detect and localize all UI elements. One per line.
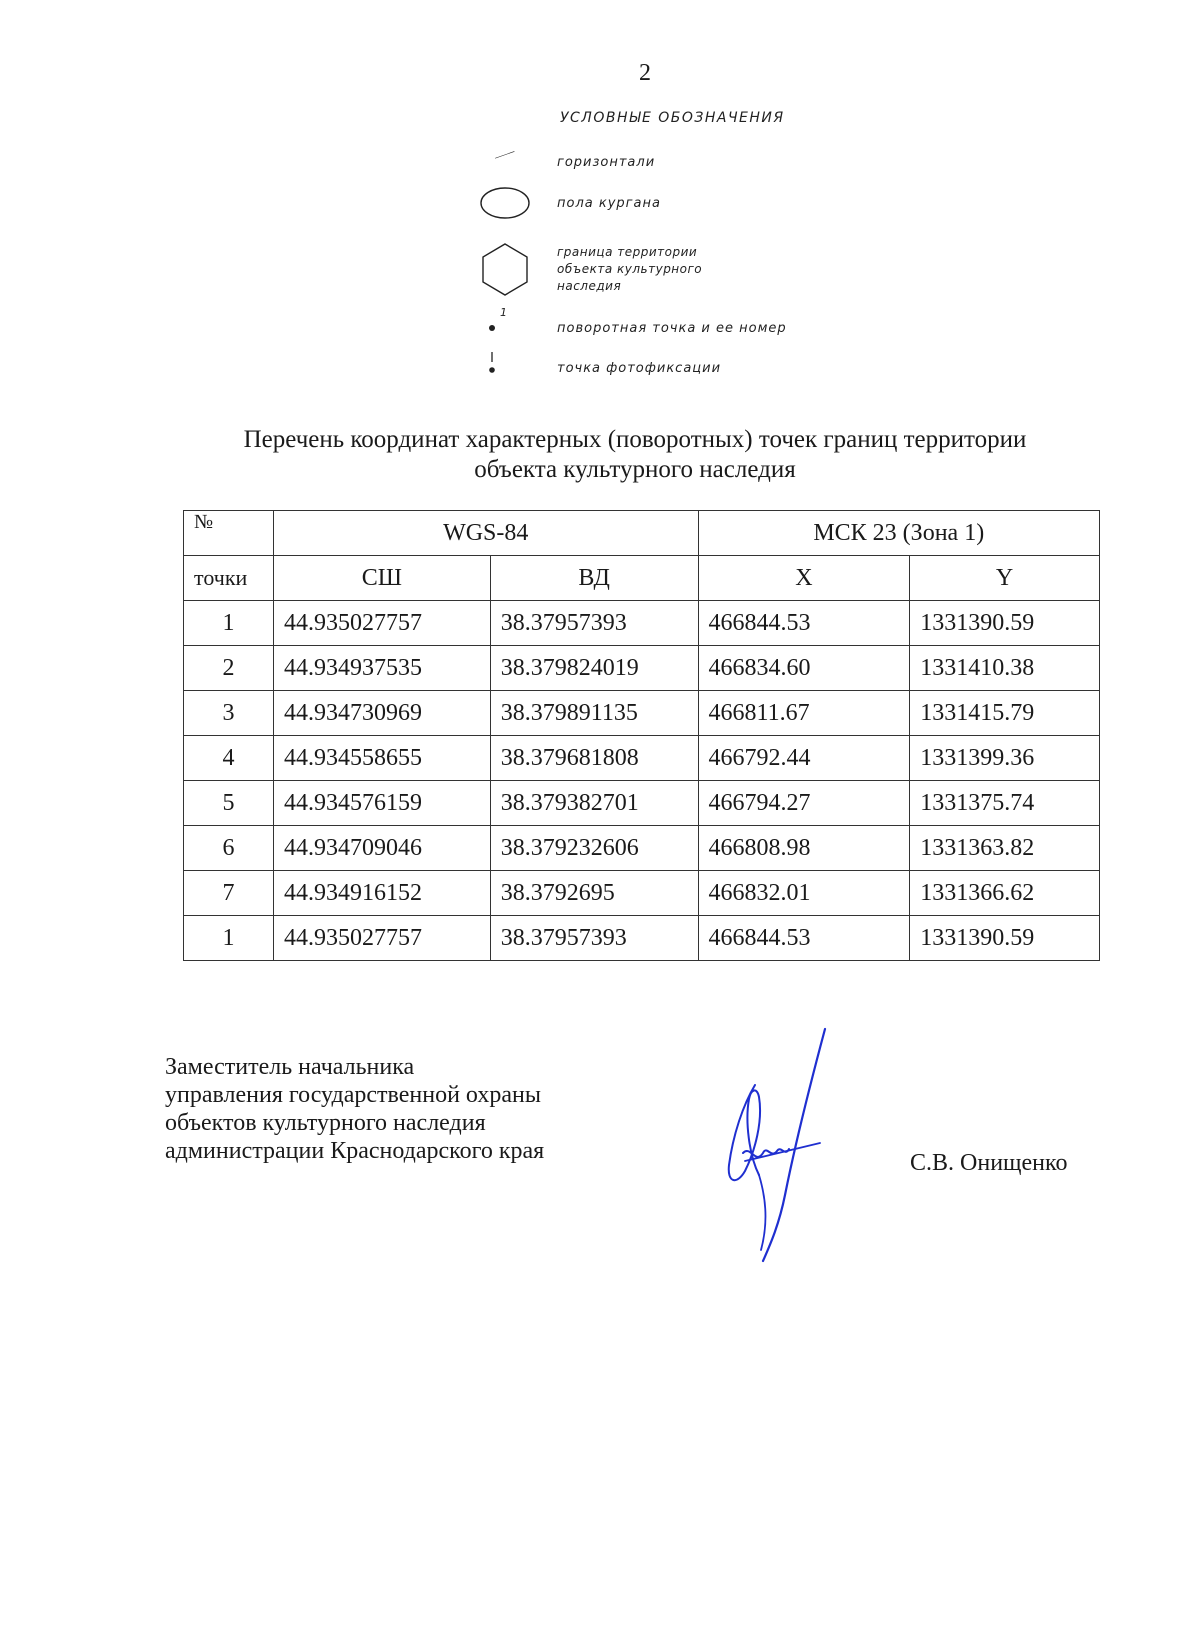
y-cell: 1331399.36 [910, 736, 1100, 781]
legend-item-contours [470, 148, 890, 178]
x-cell: 466792.44 [698, 736, 910, 781]
point-number: 5 [184, 781, 274, 826]
legend-point-number: 1 [500, 306, 507, 319]
header-number: № [184, 511, 274, 556]
x-cell: 466808.98 [698, 826, 910, 871]
table-row [184, 871, 1100, 916]
table-caption: Перечень координат характерных (поворотных) точек границ территории объекта культурного наследия [243, 426, 1027, 483]
table-row [184, 601, 1100, 646]
y-cell: 1331410.38 [910, 646, 1100, 691]
x-cell: 466811.67 [698, 691, 910, 736]
mound-ellipse-icon [470, 183, 540, 228]
legend [470, 108, 890, 398]
contour-line-icon [470, 148, 540, 178]
legend-item-turning-point [470, 306, 890, 346]
handwritten-signature [715, 1025, 845, 1265]
table-row [184, 646, 1100, 691]
x-cell: 466794.27 [698, 781, 910, 826]
legend-item-mound [470, 183, 890, 228]
header-longitude: ВД [490, 556, 698, 601]
y-cell: 1331390.59 [910, 916, 1100, 961]
header-y: Y [910, 556, 1100, 601]
point-number: 1 [184, 916, 274, 961]
table-row [184, 826, 1100, 871]
header-x: X [698, 556, 910, 601]
header-points: точки [184, 556, 274, 601]
y-cell: 1331415.79 [910, 691, 1100, 736]
table-row [184, 781, 1100, 826]
photo-point-icon [470, 348, 540, 388]
legend-label-contours: горизонтали [557, 155, 656, 170]
x-cell: 466832.01 [698, 871, 910, 916]
point-number: 4 [184, 736, 274, 781]
point-number: 7 [184, 871, 274, 916]
coordinates-table [183, 510, 1100, 961]
table-row [184, 736, 1100, 781]
latitude-cell: 44.935027757 [273, 916, 490, 961]
legend-label-boundary: граница территории объекта культурного наследия [557, 245, 703, 293]
latitude-cell: 44.934576159 [273, 781, 490, 826]
latitude-cell: 44.934916152 [273, 871, 490, 916]
longitude-cell: 38.379681808 [490, 736, 698, 781]
x-cell: 466844.53 [698, 916, 910, 961]
header-wgs84: WGS-84 [273, 511, 698, 556]
y-cell: 1331375.74 [910, 781, 1100, 826]
signatory-position: Заместитель начальника управления государственной охраны объектов культурного наследия администрации Краснодарского края [165, 1054, 545, 1164]
legend-item-boundary [470, 236, 890, 306]
page-number: 2 [639, 60, 651, 86]
x-cell: 466844.53 [698, 601, 910, 646]
point-number: 2 [184, 646, 274, 691]
longitude-cell: 38.379232606 [490, 826, 698, 871]
signer-name: С.В. Онищенко [910, 1150, 1068, 1176]
legend-label-mound: пола кургана [557, 196, 661, 211]
legend-title: УСЛОВНЫЕ ОБОЗНАЧЕНИЯ [560, 110, 785, 126]
header-latitude: СШ [273, 556, 490, 601]
legend-item-photo-point [470, 348, 890, 388]
point-number: 3 [184, 691, 274, 736]
legend-label-turning-point: поворотная точка и ее номер [557, 321, 787, 336]
point-number: 1 [184, 601, 274, 646]
longitude-cell: 38.37957393 [490, 916, 698, 961]
point-number: 6 [184, 826, 274, 871]
longitude-cell: 38.3792695 [490, 871, 698, 916]
y-cell: 1331390.59 [910, 601, 1100, 646]
x-cell: 466834.60 [698, 646, 910, 691]
y-cell: 1331363.82 [910, 826, 1100, 871]
territory-boundary-hexagon-icon [470, 236, 540, 306]
latitude-cell: 44.934730969 [273, 691, 490, 736]
table-row [184, 916, 1100, 961]
longitude-cell: 38.379824019 [490, 646, 698, 691]
longitude-cell: 38.379891135 [490, 691, 698, 736]
latitude-cell: 44.934937535 [273, 646, 490, 691]
longitude-cell: 38.379382701 [490, 781, 698, 826]
y-cell: 1331366.62 [910, 871, 1100, 916]
latitude-cell: 44.935027757 [273, 601, 490, 646]
header-msk23: МСК 23 (Зона 1) [698, 511, 1099, 556]
legend-label-photo-point: точка фотофиксации [557, 361, 722, 376]
latitude-cell: 44.934709046 [273, 826, 490, 871]
table-row [184, 691, 1100, 736]
latitude-cell: 44.934558655 [273, 736, 490, 781]
longitude-cell: 38.37957393 [490, 601, 698, 646]
